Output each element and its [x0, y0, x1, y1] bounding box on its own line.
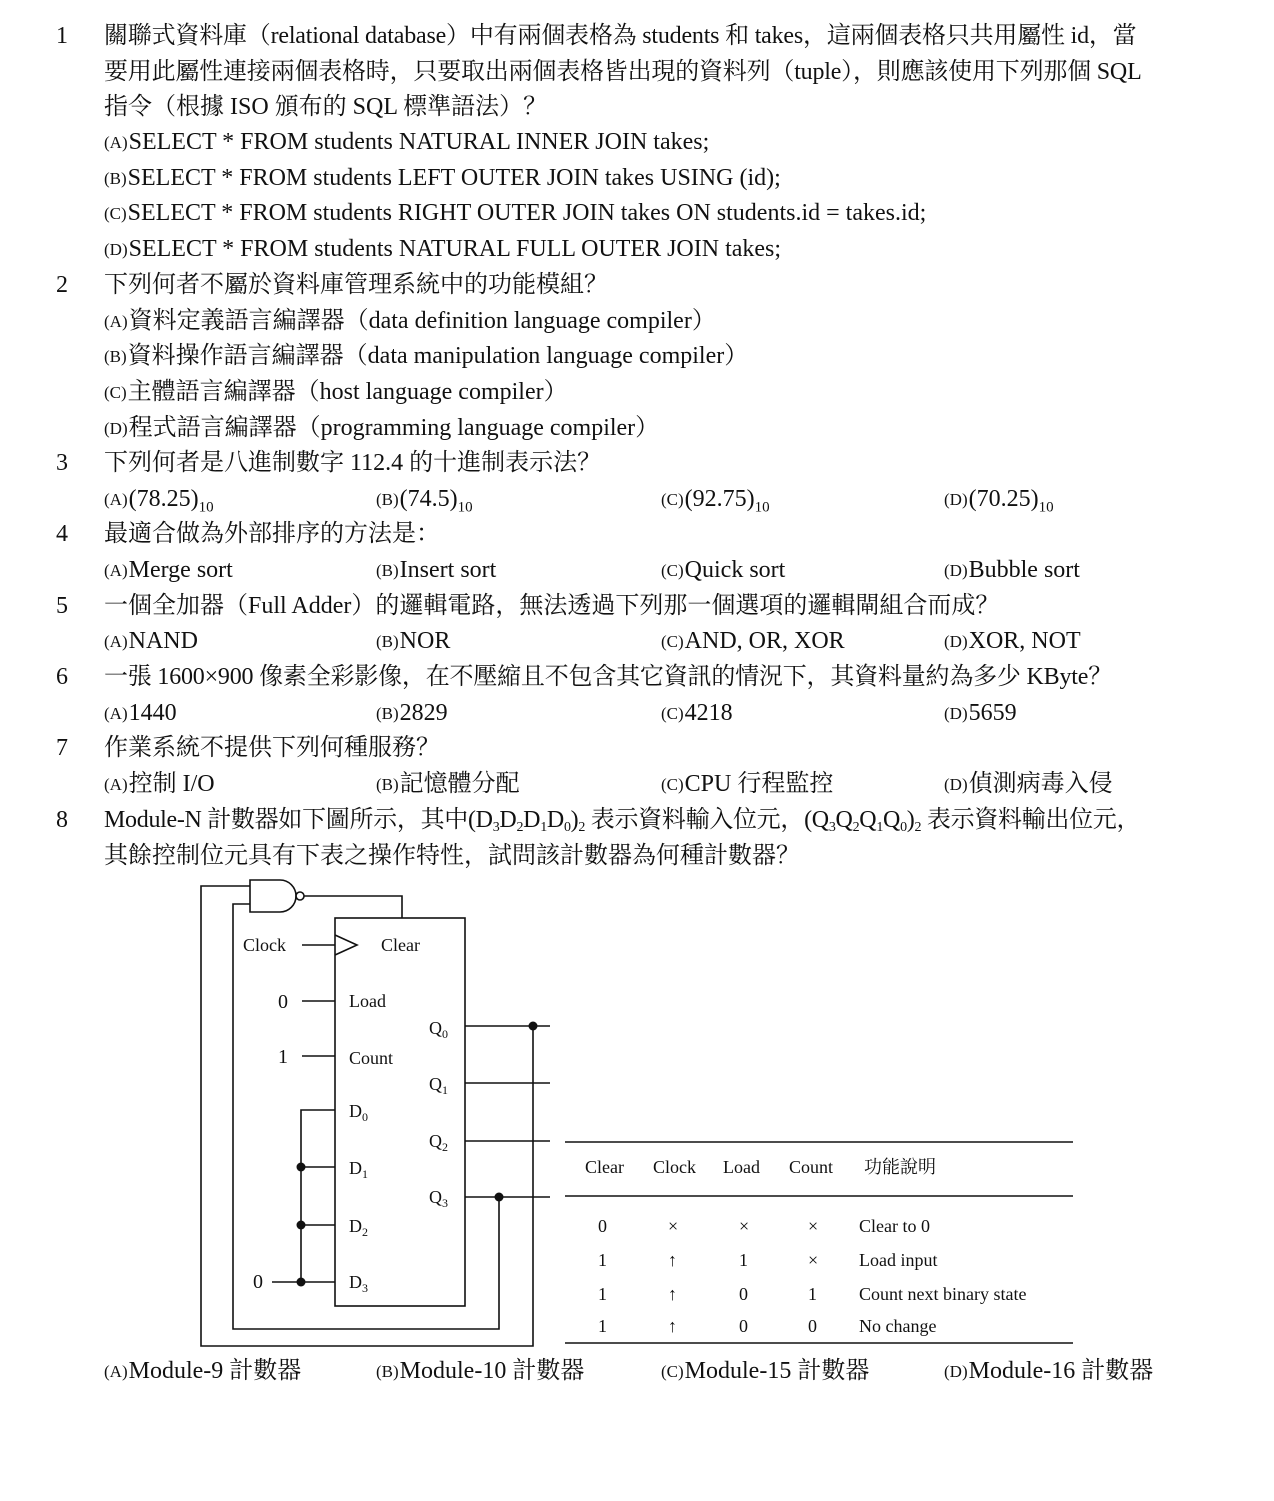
- d3-label: $D_3$: [349, 1272, 368, 1295]
- option-c: [661, 1357, 869, 1386]
- option-a: [104, 307, 716, 336]
- junction-dot: [529, 1022, 538, 1031]
- svg-text:1: 1: [808, 1284, 817, 1304]
- option-label: (C): [661, 775, 684, 795]
- option-label: (D): [944, 490, 968, 510]
- option-text: Module-9 計數器: [128, 1358, 302, 1384]
- option-text: 程式語言編譯器（programming language compiler）: [128, 415, 660, 441]
- option-text: AND, OR, XOR: [684, 628, 845, 654]
- question-stem-line: 其餘控制位元具有下表之操作特性，試問該計數器為何種計數器？: [104, 843, 800, 869]
- q1-label: $Q_1$: [429, 1074, 448, 1097]
- svg-text:1: 1: [739, 1250, 748, 1270]
- option-c: [104, 199, 926, 228]
- q0-label: $Q_0$: [429, 1018, 448, 1041]
- option-text: (92.75): [684, 486, 755, 512]
- option-text: CPU 行程監控: [684, 771, 834, 797]
- svg-text:×: ×: [668, 1216, 679, 1236]
- option-d: [104, 235, 781, 264]
- load-input-value: 0: [278, 991, 288, 1013]
- table-header-count: Count: [789, 1157, 834, 1177]
- svg-text:↑: ↑: [668, 1250, 677, 1270]
- option-c: [661, 556, 785, 585]
- option-text: 資料操作語言編譯器（data manipulation language compiler）: [127, 343, 749, 369]
- option-a: [104, 699, 177, 728]
- question-number: 5: [56, 593, 68, 619]
- option-label: (D): [104, 419, 128, 439]
- table-header-description: 功能說明: [864, 1157, 936, 1177]
- nand-gate: [250, 880, 296, 912]
- count-label: Count: [349, 1048, 394, 1068]
- option-label: (B): [104, 169, 127, 189]
- option-d: [944, 556, 1080, 585]
- option-text: Quick sort: [684, 557, 786, 583]
- option-b: [376, 1357, 584, 1386]
- option-label: (B): [376, 561, 399, 581]
- question-stem-line: 關聯式資料庫（relational database）中有兩個表格為 students 和 takes，這兩個表格只共用屬性 id，當: [104, 23, 1137, 49]
- option-label: (A): [104, 704, 128, 724]
- option-text: 1440: [128, 700, 177, 726]
- option-text: Module-10 計數器: [399, 1358, 585, 1384]
- svg-text:×: ×: [808, 1216, 819, 1236]
- svg-text:1: 1: [598, 1250, 607, 1270]
- junction-dot: [297, 1221, 306, 1230]
- count-input-value: 1: [278, 1046, 288, 1068]
- option-label: (A): [104, 133, 128, 153]
- option-text: NAND: [128, 628, 198, 654]
- option-text: Module-15 計數器: [684, 1358, 870, 1384]
- option-text: 控制 I/O: [128, 771, 215, 797]
- svg-text:×: ×: [808, 1250, 819, 1270]
- table-header-clock: Clock: [653, 1157, 696, 1177]
- clear-label: Clear: [381, 935, 420, 955]
- svg-text:0: 0: [598, 1216, 607, 1236]
- counter-circuit-diagram: [190, 870, 570, 1355]
- option-label: (D): [944, 704, 968, 724]
- q3-label: $Q_3$: [429, 1187, 448, 1210]
- option-label: (A): [104, 561, 128, 581]
- question-number: 4: [56, 521, 68, 547]
- question-stem-line: 下列何者是八進制數字 112.4 的十進制表示法？: [104, 450, 602, 476]
- option-a: [104, 128, 709, 157]
- svg-text:×: ×: [739, 1216, 750, 1236]
- option-label: (C): [661, 561, 684, 581]
- load-label: Load: [349, 991, 386, 1011]
- svg-text:Clear to 0: Clear to 0: [859, 1216, 930, 1236]
- option-text: 主體語言編譯器（host language compiler）: [127, 379, 568, 405]
- option-text: 資料定義語言編譯器（data definition language compiler）: [128, 308, 716, 334]
- option-label: (B): [376, 704, 399, 724]
- d0-label: $D_0$: [349, 1101, 368, 1124]
- option-d: [944, 699, 1017, 728]
- option-label: (B): [376, 775, 399, 795]
- svg-text:↑: ↑: [668, 1284, 677, 1304]
- option-text: Bubble sort: [968, 557, 1080, 583]
- svg-text:1: 1: [598, 1284, 607, 1304]
- option-label: (C): [661, 704, 684, 724]
- option-label: (A): [104, 312, 128, 332]
- question-number: 6: [56, 664, 68, 690]
- option-text: (70.25): [968, 486, 1039, 512]
- option-d: [944, 1357, 1153, 1386]
- option-b: [104, 164, 781, 193]
- option-c: [104, 378, 568, 407]
- option-label: (C): [661, 632, 684, 652]
- option-text: Merge sort: [128, 557, 233, 583]
- option-label: (A): [104, 632, 128, 652]
- question-number: 1: [56, 23, 68, 49]
- clock-label: Clock: [243, 935, 286, 955]
- question-stem-line: 指令（根據 ISO 頒布的 SQL 標準語法）？: [104, 94, 548, 120]
- option-a: [104, 627, 198, 656]
- junction-dot: [297, 1278, 306, 1287]
- option-label: (D): [944, 632, 968, 652]
- option-text: 偵測病毒入侵: [968, 771, 1113, 797]
- svg-text:0: 0: [808, 1316, 817, 1336]
- option-label: (D): [944, 775, 968, 795]
- option-label: (B): [376, 1362, 399, 1382]
- option-label: (C): [104, 204, 127, 224]
- nand-bubble: [296, 892, 304, 900]
- option-b: [104, 342, 748, 371]
- svg-text:Count next binary state: Count next binary state: [859, 1284, 1027, 1304]
- option-text: 2829: [399, 700, 448, 726]
- option-label: (A): [104, 1362, 128, 1382]
- option-text: XOR, NOT: [968, 628, 1081, 654]
- option-c: [661, 627, 845, 656]
- option-c: [661, 699, 733, 728]
- option-a: [104, 556, 233, 585]
- table-header-clear: Clear: [585, 1157, 624, 1177]
- stem-text: 表示資料輸出位元，: [926, 807, 1141, 833]
- option-d: [944, 627, 1081, 656]
- option-label: (D): [104, 240, 128, 260]
- option-text: 5659: [968, 700, 1017, 726]
- option-b: [376, 699, 448, 728]
- option-text: Module-16 計數器: [968, 1358, 1154, 1384]
- option-subscript: 10: [457, 499, 473, 516]
- option-text: (74.5): [399, 486, 458, 512]
- option-label: (C): [661, 1362, 684, 1382]
- option-label: (A): [104, 490, 128, 510]
- junction-dot: [495, 1193, 504, 1202]
- option-text: SELECT * FROM students RIGHT OUTER JOIN takes ON students.id = takes.id;: [127, 200, 927, 226]
- option-subscript: 10: [1038, 499, 1054, 516]
- svg-text:1: 1: [598, 1316, 607, 1336]
- stem-text: 表示資料輸入位元，(Q: [590, 807, 829, 833]
- question-number: 8: [56, 807, 68, 833]
- question-number: 7: [56, 735, 68, 761]
- option-label: (C): [661, 490, 684, 510]
- table-row: [598, 1316, 936, 1336]
- option-c: [661, 485, 770, 514]
- question-stem-line: 一個全加器（Full Adder）的邏輯電路，無法透過下列那一個選項的邏輯閘組合而成？: [104, 593, 1000, 619]
- option-text: SELECT * FROM students NATURAL FULL OUTER JOIN takes;: [128, 236, 782, 262]
- option-text: NOR: [399, 628, 451, 654]
- option-b: [376, 627, 450, 656]
- option-label: (A): [104, 775, 128, 795]
- option-text: 4218: [684, 700, 733, 726]
- option-c: [661, 770, 833, 799]
- svg-text:No change: No change: [859, 1316, 937, 1336]
- q2-label: $Q_2$: [429, 1131, 448, 1154]
- option-label: (B): [376, 632, 399, 652]
- table-row: [598, 1250, 938, 1270]
- d2-label: $D_2$: [349, 1216, 368, 1239]
- option-text: SELECT * FROM students LEFT OUTER JOIN takes USING (id);: [127, 165, 781, 191]
- option-label: (B): [376, 490, 399, 510]
- table-header-load: Load: [723, 1157, 760, 1177]
- option-label: (B): [104, 347, 127, 367]
- option-text: SELECT * FROM students NATURAL INNER JOIN takes;: [128, 129, 710, 155]
- svg-text:0: 0: [739, 1316, 748, 1336]
- option-subscript: 10: [198, 499, 214, 516]
- junction-dot: [297, 1163, 306, 1172]
- d3-input-value: 0: [253, 1271, 263, 1293]
- question-stem-line: 要用此屬性連接兩個表格時，只要取出兩個表格皆出現的資料列（tuple），則應該使用下列那個 SQL: [104, 59, 1142, 85]
- option-label: (D): [944, 561, 968, 581]
- stem-text: Module-N 計數器如下圖所示，其中(D: [104, 807, 493, 833]
- option-d: [944, 485, 1054, 514]
- operation-table: [560, 1130, 1080, 1350]
- svg-text:0: 0: [739, 1284, 748, 1304]
- option-b: [376, 770, 520, 799]
- option-label: (D): [944, 1362, 968, 1382]
- option-text: 記憶體分配: [399, 771, 520, 797]
- option-a: [104, 770, 215, 799]
- table-row: [598, 1284, 1026, 1304]
- option-d: [944, 770, 1113, 799]
- question-stem-line: 作業系統不提供下列何種服務？: [104, 735, 440, 761]
- option-label: (C): [104, 383, 127, 403]
- question-number: 2: [56, 272, 68, 298]
- question-stem-line: 最適合做為外部排序的方法是：: [104, 521, 440, 547]
- question-stem-line: 一張 1600×900 像素全彩影像，在不壓縮且不包含其它資訊的情況下，其資料量約為多少 KByte？: [104, 664, 1112, 690]
- question-stem-line: Module-N 計數器如下圖所示，其中(D3D2D1D0)2 表示資料輸入位元，(Q3Q2Q1Q0)2 表示資料輸出位元，: [104, 807, 1141, 836]
- table-row: [598, 1216, 930, 1236]
- option-text: Insert sort: [399, 557, 497, 583]
- svg-text:Load input: Load input: [859, 1250, 938, 1270]
- option-b: [376, 485, 473, 514]
- svg-text:↑: ↑: [668, 1316, 677, 1336]
- question-number: 3: [56, 450, 68, 476]
- option-a: [104, 485, 214, 514]
- d1-label: $D_1$: [349, 1158, 368, 1181]
- option-d: [104, 414, 659, 443]
- option-text: (78.25): [128, 486, 199, 512]
- option-b: [376, 556, 496, 585]
- question-stem-line: 下列何者不屬於資料庫管理系統中的功能模組？: [104, 272, 608, 298]
- option-a: [104, 1357, 301, 1386]
- option-subscript: 10: [754, 499, 770, 516]
